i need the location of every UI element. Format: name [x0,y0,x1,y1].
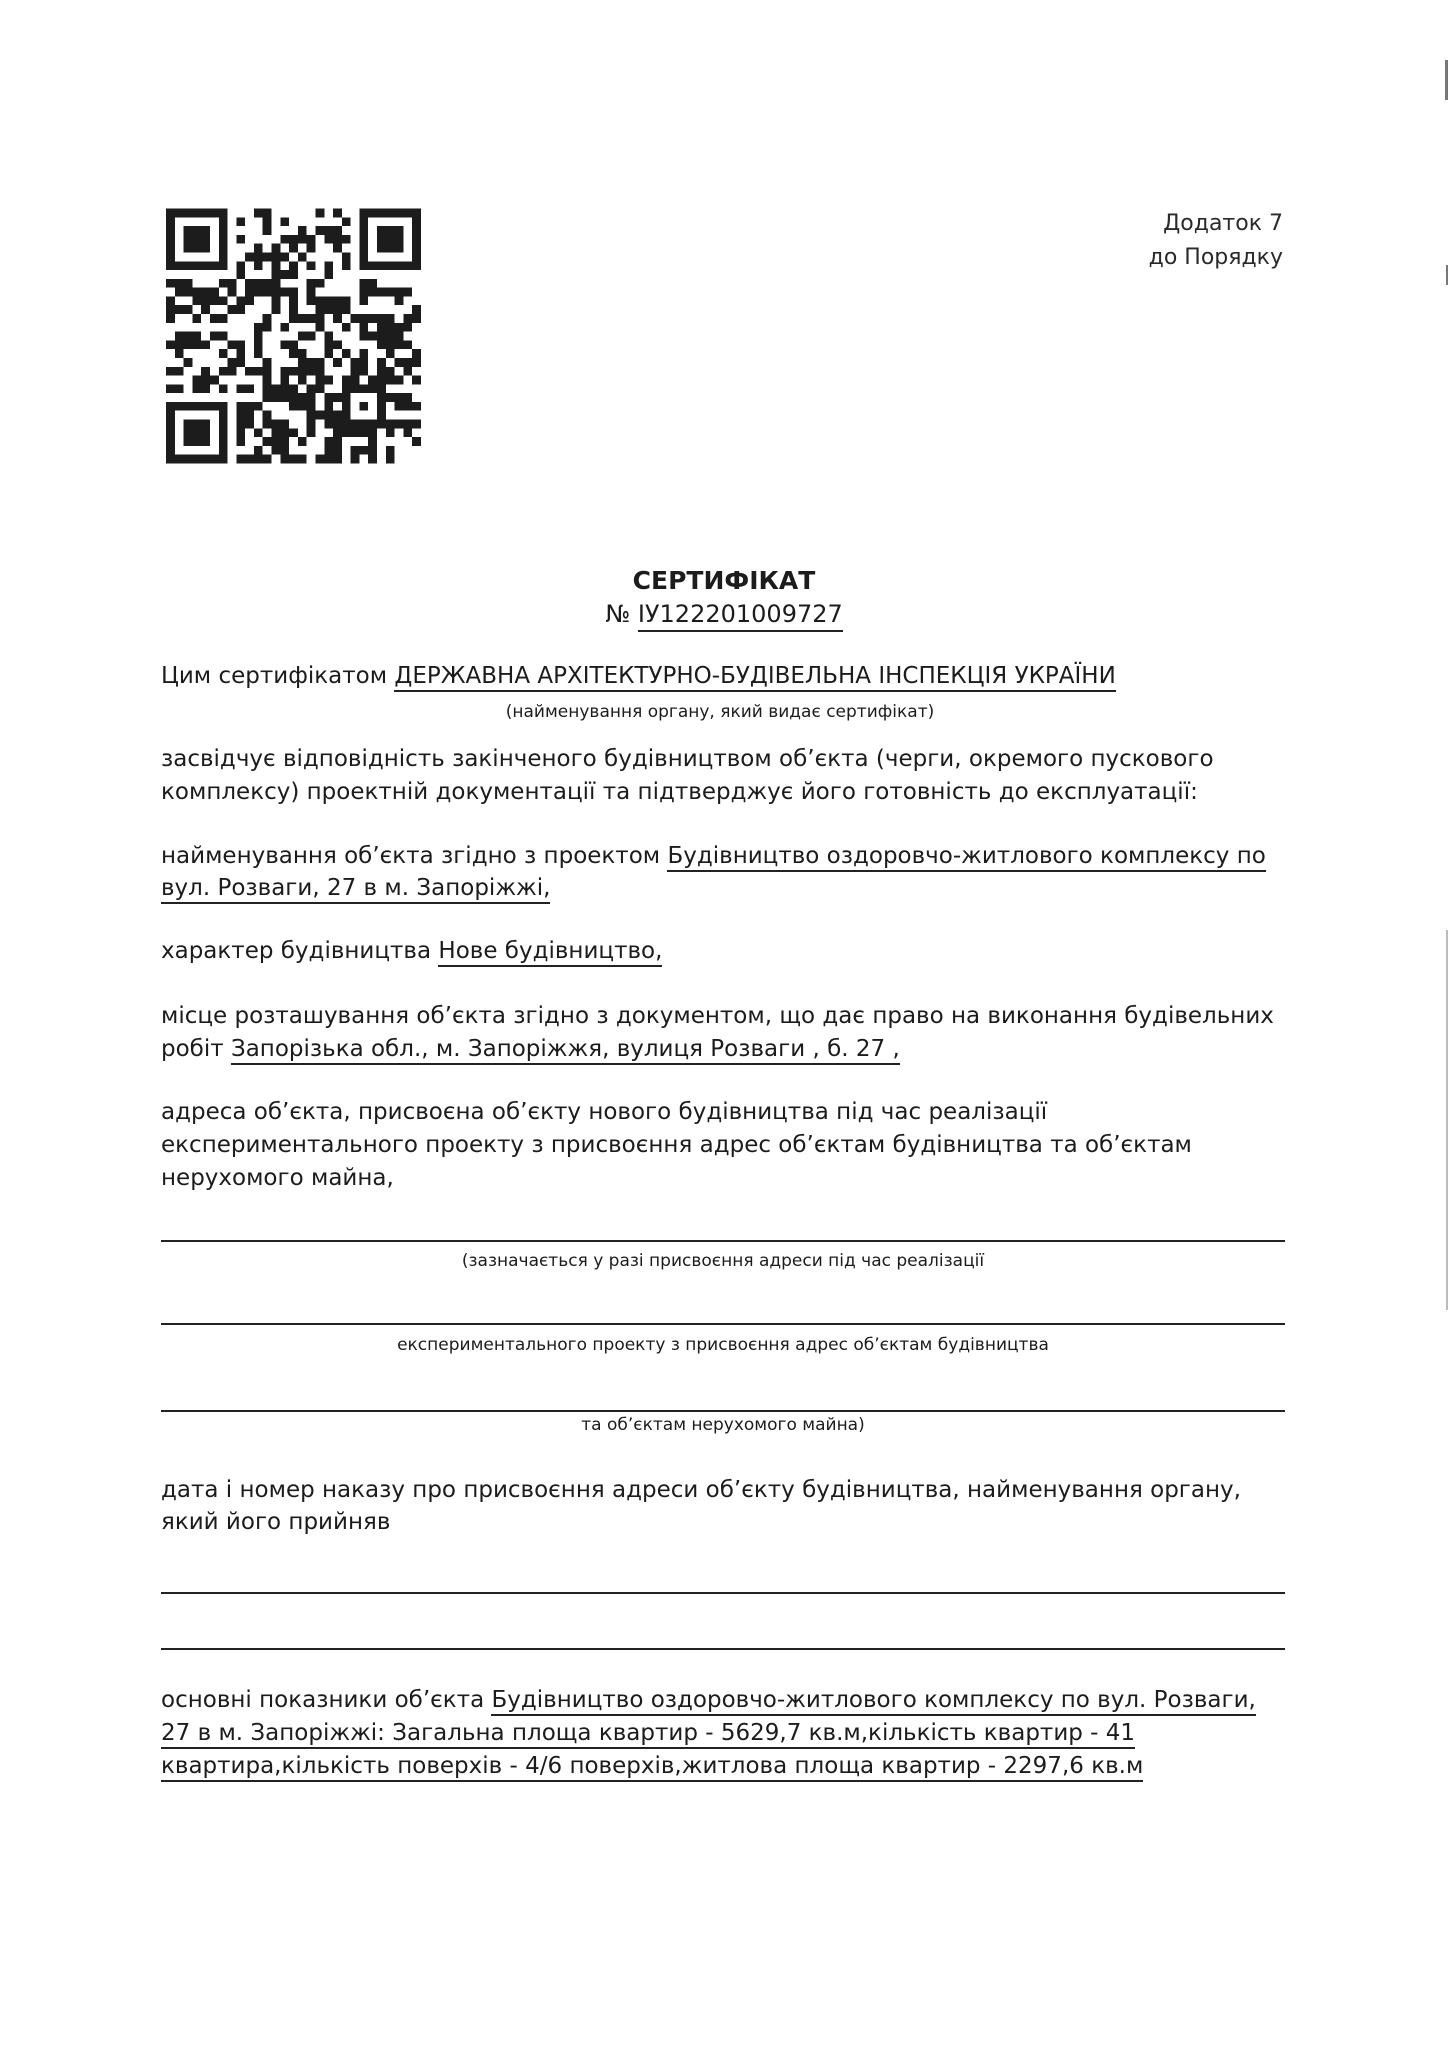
object-name-label: найменування об’єкта згідно з проектом [161,843,661,869]
object-name-value-2: вул. Розваги, 27 в м. Запоріжжі, [161,875,550,904]
object-name-value-1: Будівництво оздоровчо-житлового комплексу по [667,843,1265,872]
number-prefix: № [605,600,631,628]
address-caption-1: (зазначається у разі присвоєння адреси під час реалізації [461,1251,985,1271]
address-caption-2: експериментального проекту з присвоєння адрес об’єктам будівництва [397,1335,1049,1355]
indicators-line-2 [161,1717,1286,1750]
address-label-1: адреса об’єкта, присвоєна об’єкту нового будівництва під час реалізації [161,1099,1048,1125]
address-blank-2 [161,1323,1285,1325]
construction-type-value: Нове будівництво, [438,938,662,967]
order-blank-1 [161,1592,1285,1594]
construction-type-label: характер будівництва [161,938,432,964]
address-blank-1 [161,1240,1285,1242]
certifies-text: засвідчує відповідність закінченого будівництвом об’єкта (черги, окремого пускового комплексу) проектній документації та підтверджує його готовність до експлуатації: [161,746,1214,805]
document-title: СЕРТИФІКАТ [632,566,816,595]
order-label-1: дата і номер наказу про присвоєння адреси об’єкту будівництва, найменування органу, [161,1477,1241,1503]
indicators-line-1 [161,1684,1286,1717]
address-label-3: нерухомого майна, [161,1165,394,1191]
qr-code [166,207,421,465]
object-name-line-1 [161,840,1286,873]
address-label-2: експериментального проекту з присвоєння адрес об’єктам будівництва та об’єктам [161,1132,1192,1158]
order-blank-2 [161,1648,1285,1650]
indicators-value-3: квартира,кількість поверхів - 4/6 поверхів,житлова площа квартир - 2297,6 кв.м [161,1753,1143,1782]
location-label-1: місце розташування об’єкта згідно з документом, що дає право на виконання будівельних [161,1003,1274,1029]
appendix-note [1149,207,1283,275]
certificate-number [0,600,1448,628]
appendix-line-1: Додаток 7 [1163,211,1283,236]
indicators-label: основні показники об’єкта [161,1687,485,1713]
object-name-line-2 [161,872,1286,905]
issuer-caption: (найменування органу, який видає сертифікат) [505,702,935,722]
issuer-lead: Цим сертифікатом [161,663,388,689]
indicators-line-3 [161,1750,1286,1783]
indicators-value-1: Будівництво оздоровчо-житлового комплексу по вул. Розваги, [491,1687,1255,1716]
issuer-line [161,660,1286,693]
order-label-2: який його прийняв [161,1509,391,1535]
location-value: Запорізька обл., м. Запоріжжя, вулиця Розваги , б. 27 , [231,1036,900,1065]
location-line-2 [161,1033,1286,1066]
address-caption-3: та об’єктам нерухомого майна) [581,1415,865,1435]
issuer-name: ДЕРЖАВНА АРХІТЕКТУРНО-БУДІВЕЛЬНА ІНСПЕКЦІЯ УКРАЇНИ [394,663,1115,692]
indicators-value-2: 27 в м. Запоріжжі: Загальна площа квартир - 5629,7 кв.м,кількість квартир - 41 [161,1720,1135,1749]
appendix-line-2: до Порядку [1148,245,1283,270]
number-value: ІУ122201009727 [638,600,843,632]
address-blank-3 [161,1410,1285,1412]
construction-type-line [161,935,1286,968]
location-label-2: робіт [161,1036,224,1062]
